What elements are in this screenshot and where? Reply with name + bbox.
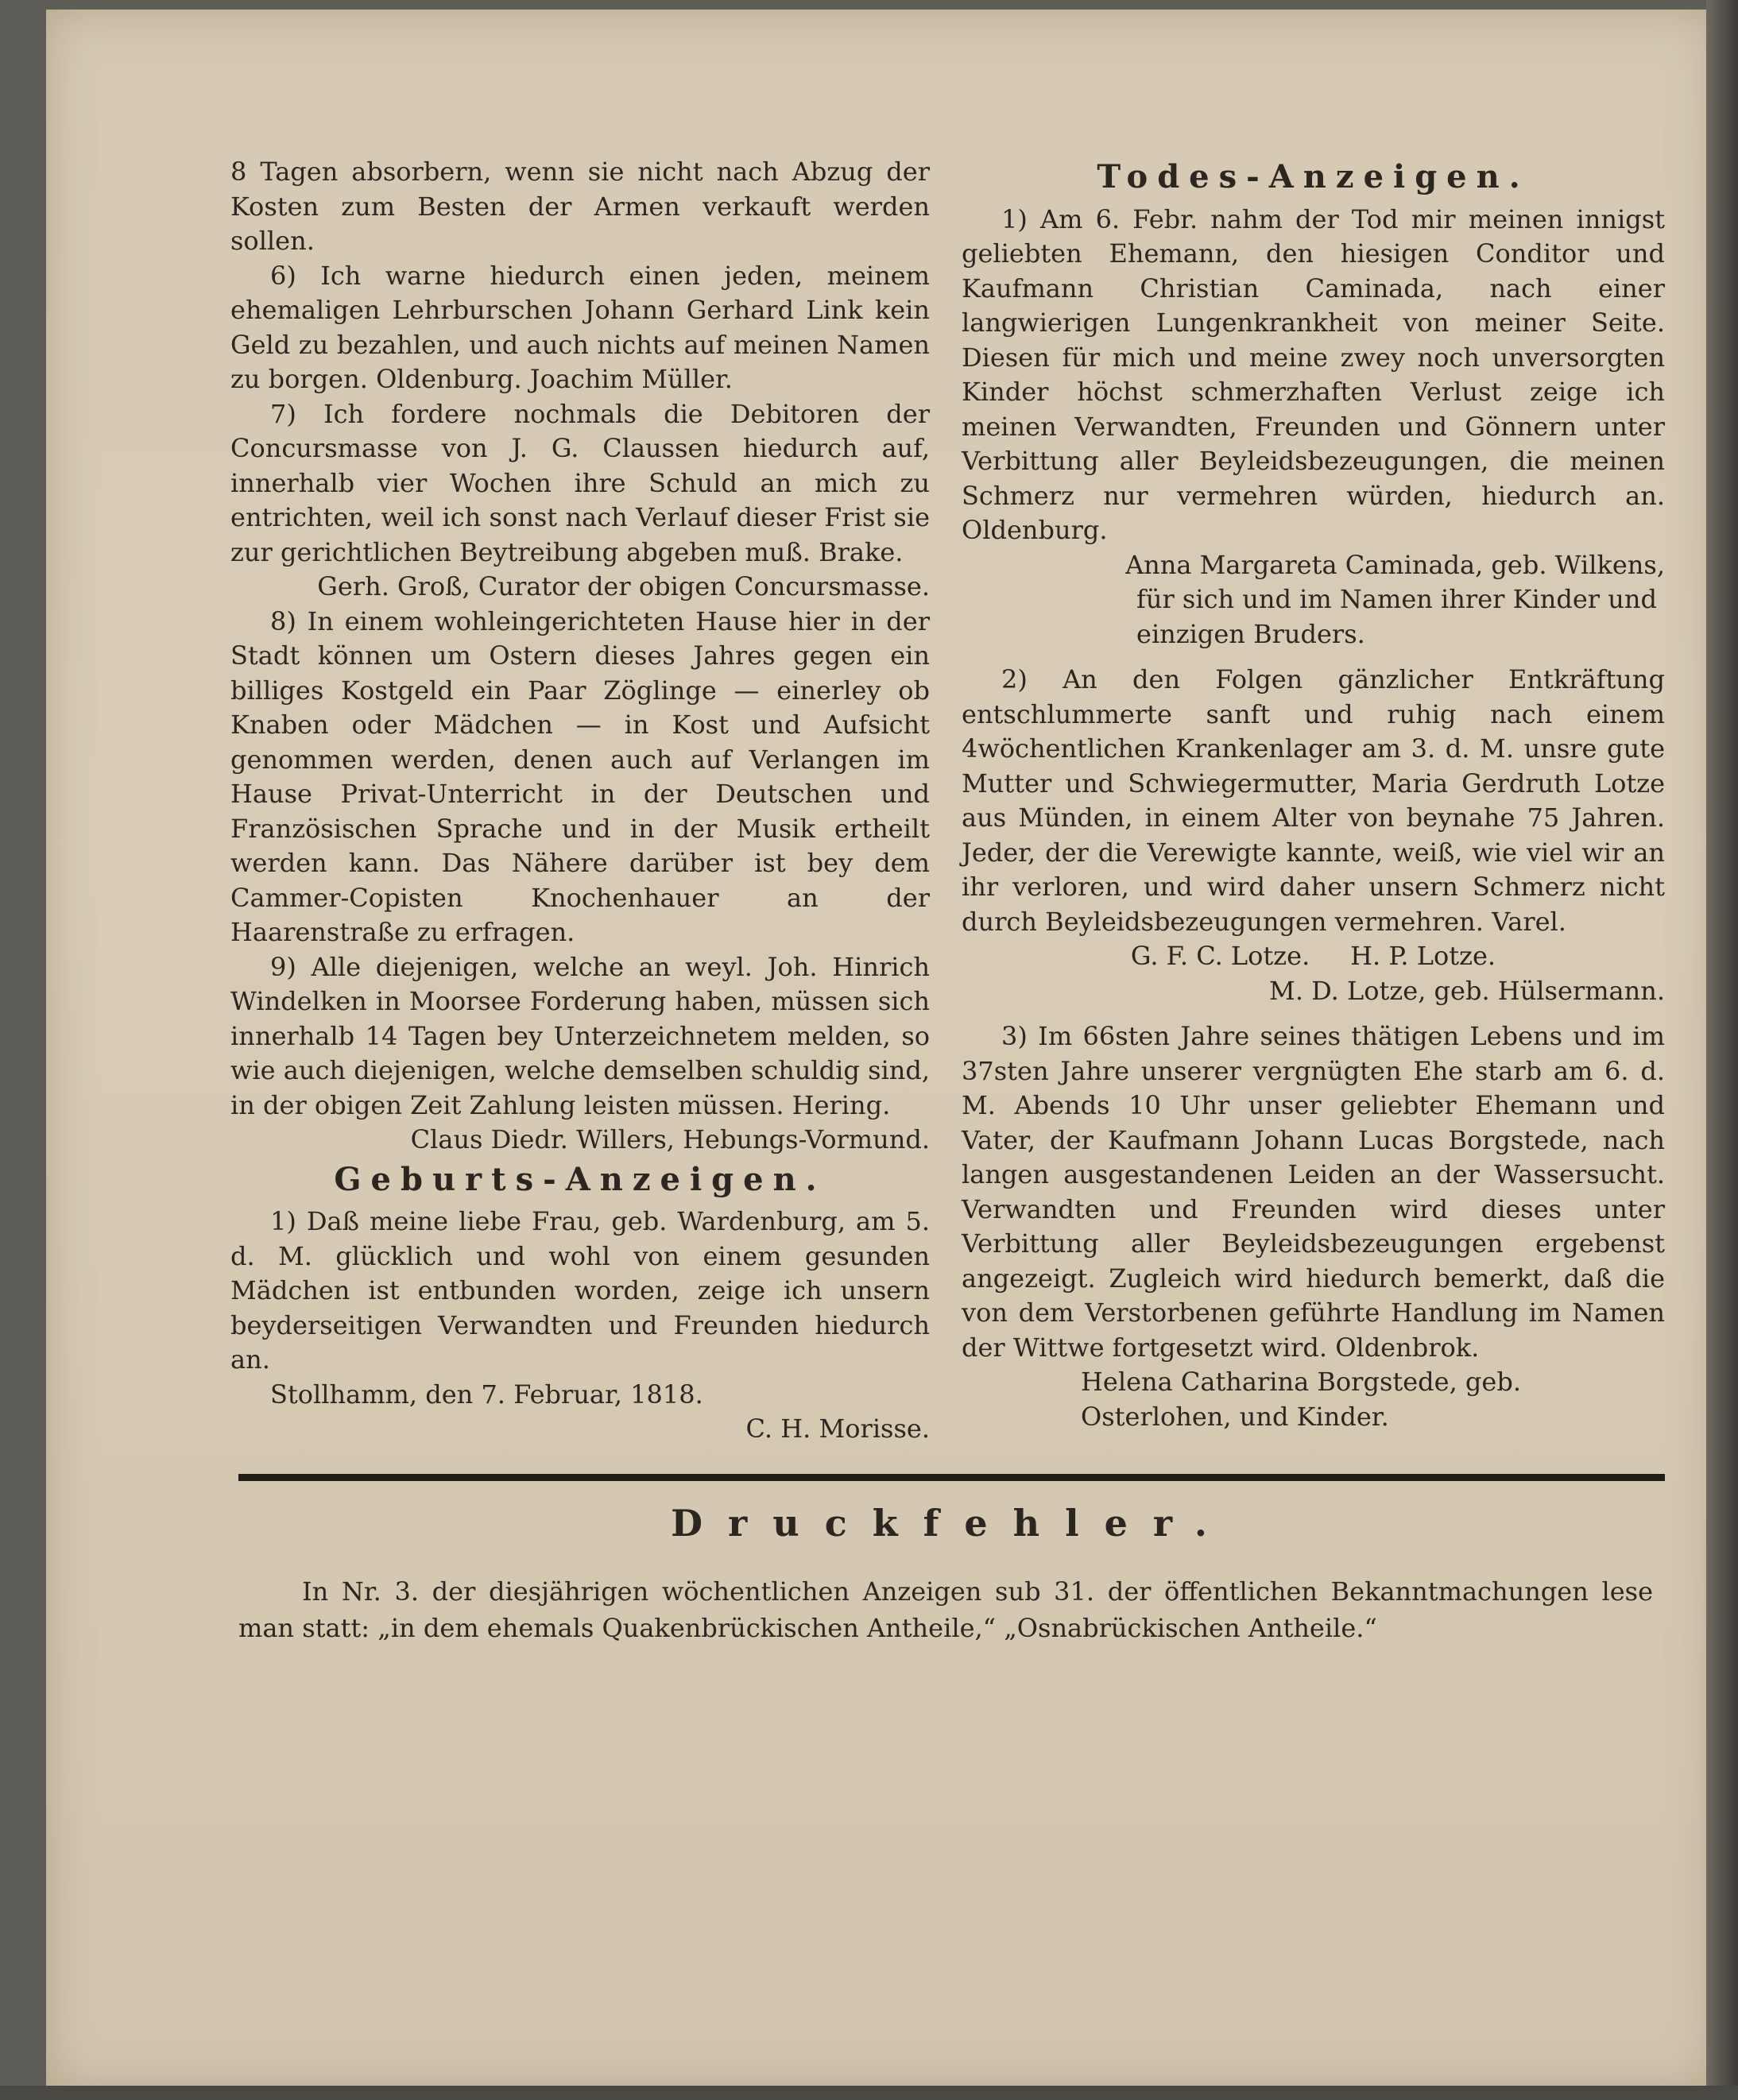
death-1-signature-name: Anna Margareta Caminada, geb. Wilkens, (1125, 549, 1665, 580)
birth-notice: 1) Daß meine liebe Frau, geb. Wardenburg, am 5. d. M. glücklich und wohl von einem gesunden Mädchen ist entbunden worden, zeige ich unsern beyderseitigen Verwandten und Freunden hiedurch an. (230, 1206, 930, 1375)
left-column (230, 155, 930, 1447)
binding-edge (1706, 0, 1738, 2100)
death-notice-3: 3) Im 66sten Jahre seines thätigen Lebens und im 37sten Jahre unserer vergnügten Ehe starb am 6. d. M. Abends 10 Uhr unser geliebter Ehemann und Vater, der Kaufmann Johann Lucas Borgstede, nach langen ausgestandenen Leiden an der Wassersucht. Verwandten und Freunden wird dieses unter Verbittung aller Beyleidsbezeugungen ergebenst angezeigt. Zugleich wird hiedurch bemerkt, daß die von dem Verstorbenen geführte Handlung im Namen der Wittwe fortgesetzt wird. Oldenbrok. (962, 1021, 1665, 1363)
death-notice-2: 2) An den Folgen gänzlicher Entkräftung entschlummerte sanft und ruhig nach einem 4wöchentlichen Krankenlager am 3. d. M. unsre gute Mutter und Schwiegermutter, Maria Gerdruth Lotze aus Münden, in einem Alter von beynahe 75 Jahren. Jeder, der die Verewigte kannte, weiß, wie viel wir an ihr verloren, und wird daher unsern Schmerz nicht durch Beyleidsbezeugungen vermehren. Varel. (962, 664, 1665, 937)
births-heading: Geburts-Anzeigen. (334, 1160, 826, 1198)
notice-7-signature: Gerh. Groß, Curator der obigen Concursmasse. (317, 571, 930, 601)
birth-place-date: Stollhamm, den 7. Februar, 1818. (270, 1379, 703, 1410)
right-column (962, 155, 1665, 1434)
text-paragraph: 8 Tagen absorbern, wenn sie nicht nach Abzug der Kosten zum Besten der Armen verkauft werden sollen. (230, 157, 930, 256)
death-3-signature: Helena Catharina Borgstede, geb. Osterlohen, und Kinder. (1081, 1367, 1521, 1432)
death-2-signature-2: M. D. Lotze, geb. Hülsermann. (1269, 975, 1665, 1006)
birth-signature: C. H. Morisse. (745, 1414, 930, 1444)
death-1-signature-note: für sich und im Namen ihrer Kinder und einzigen Bruders. (1136, 584, 1657, 649)
notice-8: 8) In einem wohleingerichteten Hause hier in der Stadt können um Ostern dieses Jahres gegen ein billiges Kostgeld ein Paar Zöglinge — einerley ob Knaben oder Mädchen — in Kost und Aufsicht genommen werden, denen auch auf Verlangen im Hause Privat-Unterricht in der Deutschen und Französischen Sprache und in der Musik ertheilt werden kann. Das Nähere darüber ist bey dem Cammer-Copisten Knochenhauer an der Haarenstraße zu erfragen. (230, 605, 930, 947)
deaths-heading: Todes-Anzeigen. (1097, 158, 1530, 195)
notice-6: 6) Ich warne hiedurch einen jeden, meinem ehemaligen Lehrburschen Johann Gerhard Link kein Geld zu bezahlen, und auch nichts auf meinen Namen zu borgen. Oldenburg. Joachim Müller. (230, 260, 930, 394)
notice-9-signature: Claus Diedr. Willers, Hebungs-Vormund. (410, 1124, 930, 1154)
errata-heading: Druckfehler. (671, 1502, 1233, 1545)
death-2-signature-1: G. F. C. Lotze. H. P. Lotze. (1130, 941, 1496, 971)
bottom-edge (0, 2086, 1738, 2100)
notice-9: 9) Alle diejenigen, welche an weyl. Joh. Hinrich Windelken in Moorsee Forderung haben, müssen sich innerhalb 14 Tagen bey Unterzeichnetem melden, so wie auch diejenigen, welche demselben schuldig sind, in der obigen Zeit Zahlung leisten müssen. Hering. (230, 951, 930, 1120)
death-notice-1: 1) Am 6. Febr. nahm der Tod mir meinen innigst geliebten Ehemann, den hiesigen Conditor und Kaufmann Christian Caminada, nach einer langwierigen Lungenkrankheit von meiner Seite. Diesen für mich und meine zwey noch unversorgten Kinder höchst schmerzhaften Verlust zeige ich meinen Verwandten, Freunden und Gönnern unter Verbittung aller Beyleidsbezeugungen, die meinen Schmerz nur vermehren würden, hiedurch an. Oldenburg. (962, 203, 1665, 545)
section-divider (238, 1474, 1665, 1481)
notice-7: 7) Ich fordere nochmals die Debitoren der Concursmasse von J. G. Claussen hiedurch auf, innerhalb vier Wochen ihre Schuld an mich zu entrichten, weil ich sonst nach Verlauf dieser Frist sie zur gerichtlichen Beytreibung abgeben muß. Brake. (230, 398, 930, 567)
errata-text: In Nr. 3. der diesjährigen wöchentlichen Anzeigen sub 31. der öffentlichen Bekanntmachungen lese man statt: „in dem ehemals Quakenbrückischen Antheile,“ „Osnabrückischen Antheile.“ (238, 1576, 1653, 1643)
